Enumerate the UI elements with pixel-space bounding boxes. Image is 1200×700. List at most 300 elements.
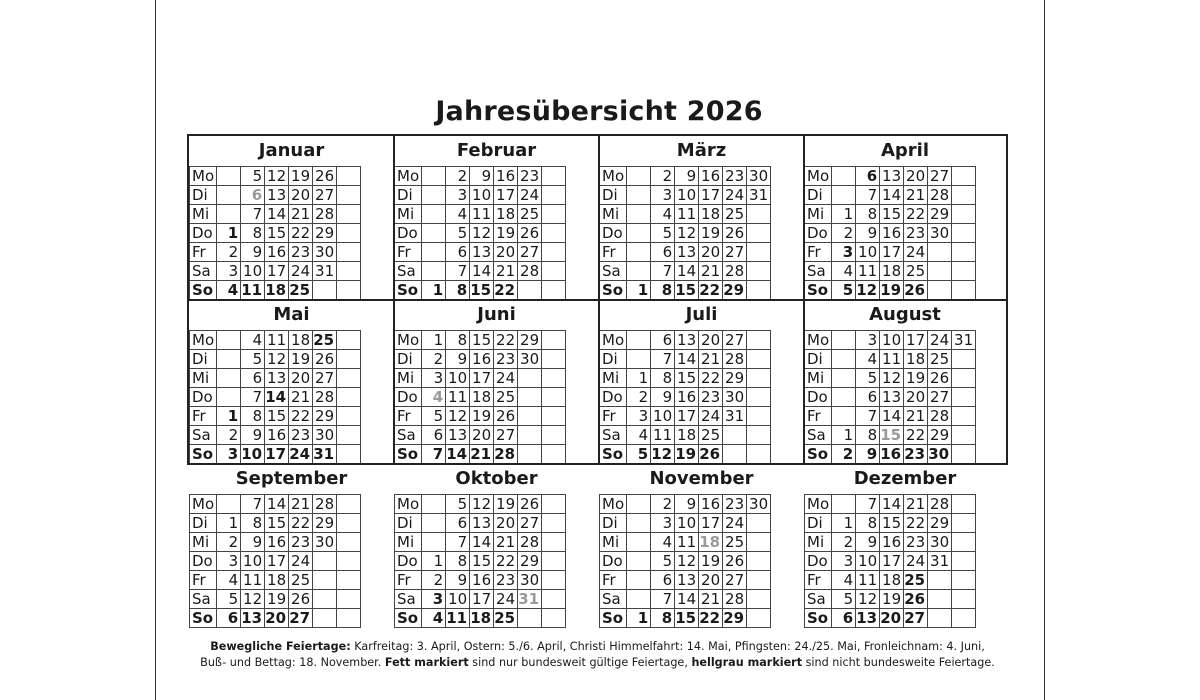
day-cell (747, 533, 771, 552)
day-cell (832, 369, 856, 388)
month-name: Januar (258, 140, 325, 161)
day-cell (952, 571, 976, 590)
day-cell: 16 (494, 167, 518, 186)
week-row (805, 205, 976, 224)
day-cell: 26 (289, 590, 313, 609)
day-cell: 18 (494, 205, 518, 224)
weekday-label: Di (190, 186, 217, 205)
weekday-label: Do (190, 224, 217, 243)
week-row (600, 388, 771, 407)
weekday-label: Sa (600, 262, 627, 281)
day-cell (627, 224, 651, 243)
day-cell: 7 (651, 350, 675, 369)
day-cell: 3 (651, 186, 675, 205)
day-cell: 16 (880, 445, 904, 464)
day-cell: 22 (494, 552, 518, 571)
day-cell: 12 (265, 350, 289, 369)
weekday-label: Do (395, 224, 422, 243)
day-cell: 3 (627, 407, 651, 426)
weekday-label: Sa (190, 590, 217, 609)
day-cell (747, 331, 771, 350)
day-cell (542, 426, 566, 445)
day-cell: 9 (856, 445, 880, 464)
day-cell: 10 (675, 514, 699, 533)
day-cell: 27 (313, 186, 337, 205)
day-cell: 21 (470, 445, 494, 464)
weekday-label: Fr (805, 243, 832, 262)
weekday-label: So (600, 609, 627, 628)
day-cell: 1 (422, 281, 446, 300)
day-cell: 4 (856, 350, 880, 369)
day-cell: 26 (518, 495, 542, 514)
day-cell: 8 (856, 205, 880, 224)
day-cell: 23 (494, 350, 518, 369)
month-day-table (599, 330, 771, 464)
weekday-label: Do (190, 552, 217, 571)
day-cell (952, 369, 976, 388)
day-cell: 2 (217, 243, 241, 262)
day-cell: 5 (651, 224, 675, 243)
day-cell: 26 (313, 167, 337, 186)
week-row (190, 205, 361, 224)
day-cell (542, 495, 566, 514)
day-cell: 9 (675, 495, 699, 514)
day-cell: 13 (446, 426, 470, 445)
day-cell: 13 (856, 609, 880, 628)
day-cell: 29 (723, 609, 747, 628)
day-cell: 23 (289, 243, 313, 262)
day-cell: 9 (241, 426, 265, 445)
weekday-label: Fr (805, 571, 832, 590)
weekday-label: Mi (190, 205, 217, 224)
day-cell: 17 (265, 445, 289, 464)
weekday-label: Mi (805, 369, 832, 388)
day-cell: 17 (265, 552, 289, 571)
day-cell (518, 388, 542, 407)
day-cell (337, 571, 361, 590)
day-cell: 18 (699, 205, 723, 224)
day-cell: 22 (699, 369, 723, 388)
weekday-label: So (190, 445, 217, 464)
day-cell (542, 388, 566, 407)
week-row (190, 262, 361, 281)
day-cell: 15 (675, 369, 699, 388)
day-cell: 18 (880, 262, 904, 281)
day-cell: 29 (928, 514, 952, 533)
day-cell (337, 495, 361, 514)
week-row (600, 224, 771, 243)
day-cell (627, 243, 651, 262)
weekday-label: Do (805, 224, 832, 243)
day-cell: 7 (241, 205, 265, 224)
day-cell (217, 186, 241, 205)
day-cell: 22 (494, 331, 518, 350)
day-cell: 13 (675, 571, 699, 590)
day-cell: 26 (494, 407, 518, 426)
day-cell: 30 (518, 571, 542, 590)
weekday-label: Fr (600, 407, 627, 426)
day-cell: 5 (241, 167, 265, 186)
day-cell (313, 571, 337, 590)
day-cell: 15 (880, 514, 904, 533)
day-cell: 12 (880, 369, 904, 388)
week-row (395, 224, 566, 243)
day-cell (542, 514, 566, 533)
day-cell: 23 (904, 445, 928, 464)
day-cell (747, 590, 771, 609)
day-cell: 29 (518, 552, 542, 571)
day-cell (832, 167, 856, 186)
day-cell: 20 (289, 369, 313, 388)
day-cell (337, 388, 361, 407)
week-row (395, 609, 566, 628)
week-row (190, 552, 361, 571)
day-cell: 11 (856, 571, 880, 590)
day-cell: 1 (422, 552, 446, 571)
day-cell: 25 (723, 205, 747, 224)
day-cell (627, 552, 651, 571)
weekday-label: So (600, 281, 627, 300)
day-cell: 30 (723, 388, 747, 407)
day-cell: 15 (880, 426, 904, 445)
day-cell (627, 514, 651, 533)
day-cell: 19 (289, 350, 313, 369)
day-cell: 10 (856, 243, 880, 262)
day-cell: 28 (313, 205, 337, 224)
day-cell: 10 (856, 552, 880, 571)
day-cell (313, 590, 337, 609)
day-cell: 8 (241, 224, 265, 243)
day-cell: 24 (289, 262, 313, 281)
week-row (805, 369, 976, 388)
day-cell: 6 (832, 609, 856, 628)
day-cell: 28 (313, 495, 337, 514)
day-cell (542, 533, 566, 552)
day-cell: 25 (289, 281, 313, 300)
day-cell (928, 571, 952, 590)
day-cell: 4 (217, 571, 241, 590)
day-cell (747, 609, 771, 628)
day-cell: 2 (651, 167, 675, 186)
month-day-table (189, 166, 361, 300)
day-cell: 22 (699, 609, 723, 628)
day-cell: 26 (904, 281, 928, 300)
day-cell: 9 (241, 243, 265, 262)
day-cell: 23 (699, 388, 723, 407)
week-row (600, 205, 771, 224)
day-cell: 1 (832, 426, 856, 445)
week-row (805, 514, 976, 533)
day-cell: 10 (241, 552, 265, 571)
day-cell (542, 350, 566, 369)
day-cell (337, 426, 361, 445)
day-cell: 31 (928, 552, 952, 571)
day-cell: 22 (904, 426, 928, 445)
weekday-label: Mo (395, 495, 422, 514)
weekday-label: Sa (805, 262, 832, 281)
weekday-label: Di (600, 514, 627, 533)
day-cell (422, 167, 446, 186)
day-cell: 5 (422, 407, 446, 426)
day-cell: 26 (699, 445, 723, 464)
day-cell: 7 (446, 533, 470, 552)
week-row (600, 514, 771, 533)
day-cell: 14 (675, 590, 699, 609)
week-row (190, 167, 361, 186)
day-cell: 13 (265, 369, 289, 388)
month-juni (394, 300, 599, 464)
weekday-label: Mi (190, 369, 217, 388)
day-cell: 22 (699, 281, 723, 300)
day-cell: 3 (217, 552, 241, 571)
day-cell: 15 (470, 331, 494, 350)
month-name: Mai (273, 304, 310, 325)
day-cell: 21 (289, 495, 313, 514)
week-row (190, 243, 361, 262)
weekday-label: Mo (805, 495, 832, 514)
day-cell: 30 (928, 224, 952, 243)
day-cell (337, 590, 361, 609)
week-row (395, 495, 566, 514)
day-cell: 9 (470, 167, 494, 186)
day-cell: 10 (446, 590, 470, 609)
day-cell (952, 224, 976, 243)
day-cell: 19 (880, 281, 904, 300)
day-cell: 14 (265, 388, 289, 407)
day-cell (952, 552, 976, 571)
day-cell: 31 (747, 186, 771, 205)
day-cell (952, 205, 976, 224)
day-cell: 8 (241, 407, 265, 426)
day-cell: 15 (675, 281, 699, 300)
row-divider (189, 463, 1006, 465)
day-cell (952, 514, 976, 533)
day-cell (928, 609, 952, 628)
day-cell: 4 (241, 331, 265, 350)
month-day-table (804, 166, 976, 300)
day-cell: 13 (675, 243, 699, 262)
day-cell (542, 571, 566, 590)
week-row (395, 281, 566, 300)
month-märz (599, 136, 804, 300)
week-row (805, 167, 976, 186)
day-cell: 5 (832, 590, 856, 609)
day-cell: 27 (518, 243, 542, 262)
day-cell: 19 (699, 552, 723, 571)
day-cell (832, 331, 856, 350)
day-cell: 31 (518, 590, 542, 609)
day-cell: 6 (856, 388, 880, 407)
day-cell: 13 (675, 331, 699, 350)
day-cell (747, 445, 771, 464)
week-row (600, 590, 771, 609)
footnote-text-1: Karfreitag: 3. April, Ostern: 5./6. April, Christi Himmelfahrt: 14. Mai, Pfingsten: 24./25. Mai, Fronleichnam: 4. Juni, (350, 640, 985, 653)
day-cell: 3 (832, 243, 856, 262)
day-cell: 20 (699, 331, 723, 350)
week-row (190, 609, 361, 628)
day-cell (518, 281, 542, 300)
weekday-label: Mi (395, 533, 422, 552)
day-cell: 11 (675, 533, 699, 552)
week-row (600, 571, 771, 590)
week-row (395, 445, 566, 464)
day-cell (542, 205, 566, 224)
day-cell: 9 (675, 167, 699, 186)
day-cell: 23 (289, 426, 313, 445)
day-cell: 29 (313, 224, 337, 243)
day-cell: 14 (880, 495, 904, 514)
day-cell: 1 (832, 205, 856, 224)
month-day-table (394, 166, 566, 300)
day-cell (832, 388, 856, 407)
day-cell: 2 (446, 167, 470, 186)
day-cell: 10 (241, 262, 265, 281)
day-cell: 14 (265, 495, 289, 514)
day-cell: 26 (518, 224, 542, 243)
week-row (600, 445, 771, 464)
day-cell: 12 (856, 590, 880, 609)
day-cell: 24 (494, 590, 518, 609)
day-cell (747, 571, 771, 590)
day-cell: 18 (470, 388, 494, 407)
weekday-label: So (805, 281, 832, 300)
week-row (805, 186, 976, 205)
day-cell: 17 (675, 407, 699, 426)
day-cell: 25 (928, 350, 952, 369)
day-cell: 22 (494, 281, 518, 300)
week-row (805, 407, 976, 426)
day-cell: 4 (446, 205, 470, 224)
weekday-label: Mo (600, 167, 627, 186)
day-cell: 20 (494, 243, 518, 262)
week-row (395, 331, 566, 350)
day-cell: 4 (217, 281, 241, 300)
month-september (189, 464, 394, 626)
week-row (190, 281, 361, 300)
day-cell: 26 (313, 350, 337, 369)
week-row (395, 205, 566, 224)
day-cell: 25 (723, 533, 747, 552)
week-row (600, 186, 771, 205)
day-cell: 21 (289, 205, 313, 224)
day-cell: 25 (494, 388, 518, 407)
day-cell: 8 (241, 514, 265, 533)
day-cell: 1 (422, 331, 446, 350)
day-cell: 27 (518, 514, 542, 533)
week-row (190, 407, 361, 426)
day-cell: 17 (699, 514, 723, 533)
day-cell: 24 (904, 243, 928, 262)
day-cell (747, 262, 771, 281)
weekday-label: Mo (600, 495, 627, 514)
week-row (190, 426, 361, 445)
week-row (600, 281, 771, 300)
day-cell: 27 (928, 167, 952, 186)
holiday-footnote (187, 639, 1008, 671)
day-cell: 4 (422, 609, 446, 628)
week-row (395, 350, 566, 369)
day-cell: 20 (699, 243, 723, 262)
week-row (805, 571, 976, 590)
day-cell: 20 (699, 571, 723, 590)
day-cell: 6 (241, 369, 265, 388)
day-cell (747, 205, 771, 224)
day-cell: 3 (832, 552, 856, 571)
day-cell: 6 (241, 186, 265, 205)
day-cell: 18 (675, 426, 699, 445)
day-cell (542, 262, 566, 281)
day-cell (542, 167, 566, 186)
day-cell: 16 (265, 533, 289, 552)
month-day-table (599, 166, 771, 300)
day-cell: 13 (470, 514, 494, 533)
day-cell: 4 (832, 262, 856, 281)
day-cell: 17 (470, 369, 494, 388)
week-row (600, 495, 771, 514)
day-cell (952, 262, 976, 281)
month-day-table (189, 494, 361, 628)
weekday-label: Fr (190, 243, 217, 262)
day-cell: 19 (699, 224, 723, 243)
weekday-label: So (395, 281, 422, 300)
day-cell: 7 (241, 388, 265, 407)
day-cell: 18 (265, 571, 289, 590)
day-cell (747, 426, 771, 445)
day-cell: 15 (265, 407, 289, 426)
day-cell: 3 (446, 186, 470, 205)
day-cell (518, 445, 542, 464)
day-cell: 13 (265, 186, 289, 205)
month-name: Februar (456, 140, 537, 161)
day-cell: 18 (265, 281, 289, 300)
day-cell: 28 (494, 445, 518, 464)
day-cell (747, 281, 771, 300)
weekday-label: Do (395, 388, 422, 407)
day-cell: 14 (470, 533, 494, 552)
day-cell: 11 (241, 281, 265, 300)
day-cell: 19 (494, 224, 518, 243)
day-cell: 28 (518, 533, 542, 552)
day-cell (627, 350, 651, 369)
day-cell (952, 445, 976, 464)
row-divider (189, 299, 1006, 301)
month-day-table (394, 330, 566, 464)
month-day-table (394, 494, 566, 628)
day-cell (518, 609, 542, 628)
week-row (190, 514, 361, 533)
week-row (190, 350, 361, 369)
month-name: Dezember (853, 468, 957, 489)
month-name: Juli (685, 304, 718, 325)
day-cell (542, 552, 566, 571)
weekday-label: Mi (600, 205, 627, 224)
day-cell: 3 (422, 590, 446, 609)
day-cell: 22 (289, 514, 313, 533)
day-cell: 11 (675, 205, 699, 224)
weekday-label: Sa (805, 426, 832, 445)
day-cell: 1 (217, 407, 241, 426)
day-cell: 19 (904, 369, 928, 388)
month-oktober (394, 464, 599, 626)
day-cell (337, 224, 361, 243)
day-cell (337, 262, 361, 281)
day-cell: 30 (313, 426, 337, 445)
day-cell (542, 407, 566, 426)
week-row (805, 388, 976, 407)
day-cell: 12 (675, 224, 699, 243)
day-cell: 8 (446, 331, 470, 350)
weekday-label: So (190, 609, 217, 628)
